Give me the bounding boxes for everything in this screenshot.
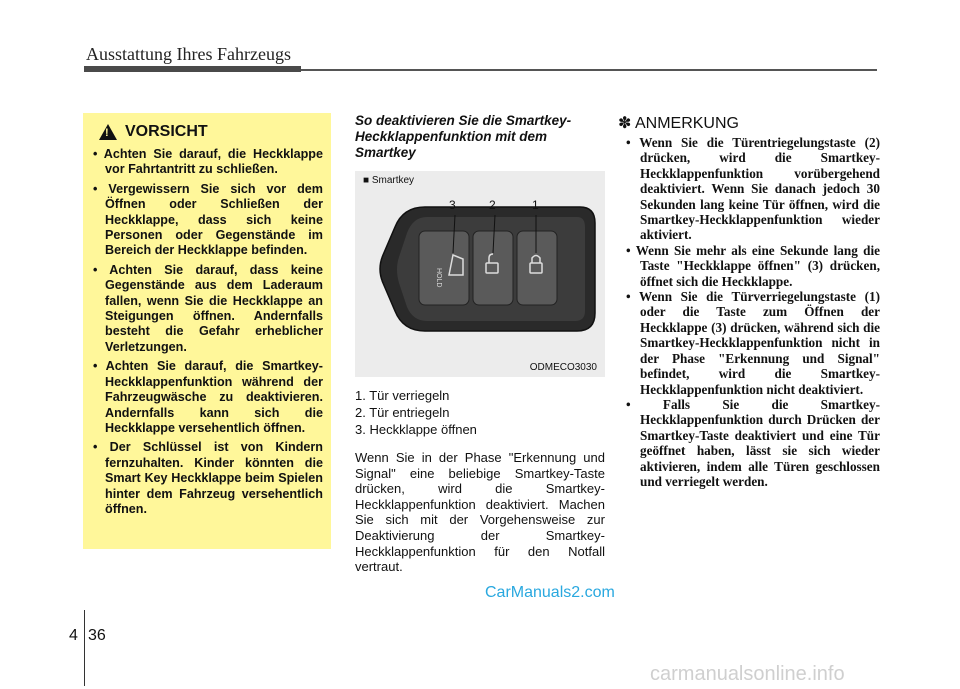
steps-list <box>355 387 605 438</box>
caution-item: • Achten Sie darauf, dass keine Gegenstände aus dem Laderaum fallen, wenn Sie die Heckklappe an Steigungen öffnen. Andernfalls besteht die Gefahr erheblicher Verletzungen. <box>91 263 323 355</box>
note-title: ✽ ANMERKUNG <box>618 115 739 132</box>
smartkey-figure <box>355 171 605 377</box>
caution-item: • Vergewissern Sie sich vor dem Öffnen oder Schließen der Heckklappe, dass sich keine Personen oder Gegenstände im Bereich der Heckklappe befinden. <box>91 182 323 259</box>
watermark-link[interactable]: CarManuals2.com <box>485 584 615 601</box>
figure-code: ODMECO3030 <box>529 362 597 373</box>
caution-box <box>83 113 331 549</box>
hold-label: HOLD <box>435 268 442 288</box>
section-number: 4 <box>69 627 78 644</box>
note-item: • Wenn Sie die Türverriegelungstaste (1) oder die Taste zum Öffnen der Heckklappe (3) drücken, während sich die Smartkey-Heckklappenfunktion nicht in der Phase "Erkennung und Signal" befindet, wird die Smartkey-Heckklappenfunktion nicht deaktiviert. <box>618 289 880 397</box>
caution-item: • Achten Sie darauf, die Smartkey-Heckklappenfunktion während der Fahrzeugwäsche zu deaktivieren. Andernfalls kann sich die Heckklappe versehentlich öffnen. <box>91 359 323 436</box>
note-item: • Wenn Sie mehr als eine Sekunde lang die Taste "Heckklappe öffnen" (3) drücken, öffnet sich die Heckklappe. <box>618 243 880 289</box>
page-header-title: Ausstattung Ihres Fahrzeugs <box>86 44 291 64</box>
caution-list <box>91 147 323 517</box>
warning-triangle-icon <box>99 124 117 140</box>
caution-item: • Achten Sie darauf, die Heckklappe vor Fahrtantritt zu schließen. <box>91 147 323 178</box>
callout-3: 3 <box>449 198 456 212</box>
header-rule <box>301 69 877 71</box>
page-number: 36 <box>88 627 106 644</box>
callout-1: 1 <box>532 198 539 212</box>
body-paragraph: Wenn Sie in der Phase "Erkennung und Signal" eine beliebige Smartkey-Taste drücken, wird die Smartkey-Heckklappenfunktion deaktiviert. Machen Sie sich mit der Vorgehensweise zur Deaktivierung der Smartkey-Heckklappenfunktion für den Notfall vertraut. <box>355 450 605 575</box>
footer-divider <box>84 610 85 686</box>
caution-title: VORSICHT <box>125 123 208 140</box>
site-watermark: carmanualsonline.info <box>650 663 845 685</box>
caution-header <box>99 123 323 141</box>
note-item: • Wenn Sie die Türentriegelungstaste (2) drücken, wird die Smartkey-Heckklappenfunktion vorübergehend deaktiviert. Wenn Sie danach jedoch 30 Sekunden lang keine Tür öffnen, wird die Smartkey-Heckklappenfunktion wieder aktiviert. <box>618 135 880 243</box>
step-item: 2. Tür entriegeln <box>355 405 450 420</box>
note-item: • Falls Sie die Smartkey-Heckklappenfunktion durch Drücken der Smartkey-Taste deaktiviert und eine Tür geöffnet haben, lässt sie sich wieder aktivieren, indem alle Türen geschlossen und verriegelt werden. <box>618 397 880 489</box>
callout-2: 2 <box>489 198 496 212</box>
header-bar <box>84 66 301 72</box>
middle-column <box>355 113 605 575</box>
smartkey-illustration <box>355 171 605 377</box>
caution-item: • Der Schlüssel ist von Kindern fernzuhalten. Kinder könnten die Smart Key Heckklappe beim Spielen hinter dem Fahrzeug versehentlich öffnen. <box>91 440 323 517</box>
step-item: 1. Tür verriegeln <box>355 388 450 403</box>
figure-label: ■ Smartkey <box>363 175 415 186</box>
note-list <box>618 135 880 489</box>
step-item: 3. Heckklappe öffnen <box>355 422 477 437</box>
section-heading: So deaktivieren Sie die Smartkey-Heckklappenfunktion mit dem Smartkey <box>355 113 572 160</box>
note-column <box>618 113 880 489</box>
